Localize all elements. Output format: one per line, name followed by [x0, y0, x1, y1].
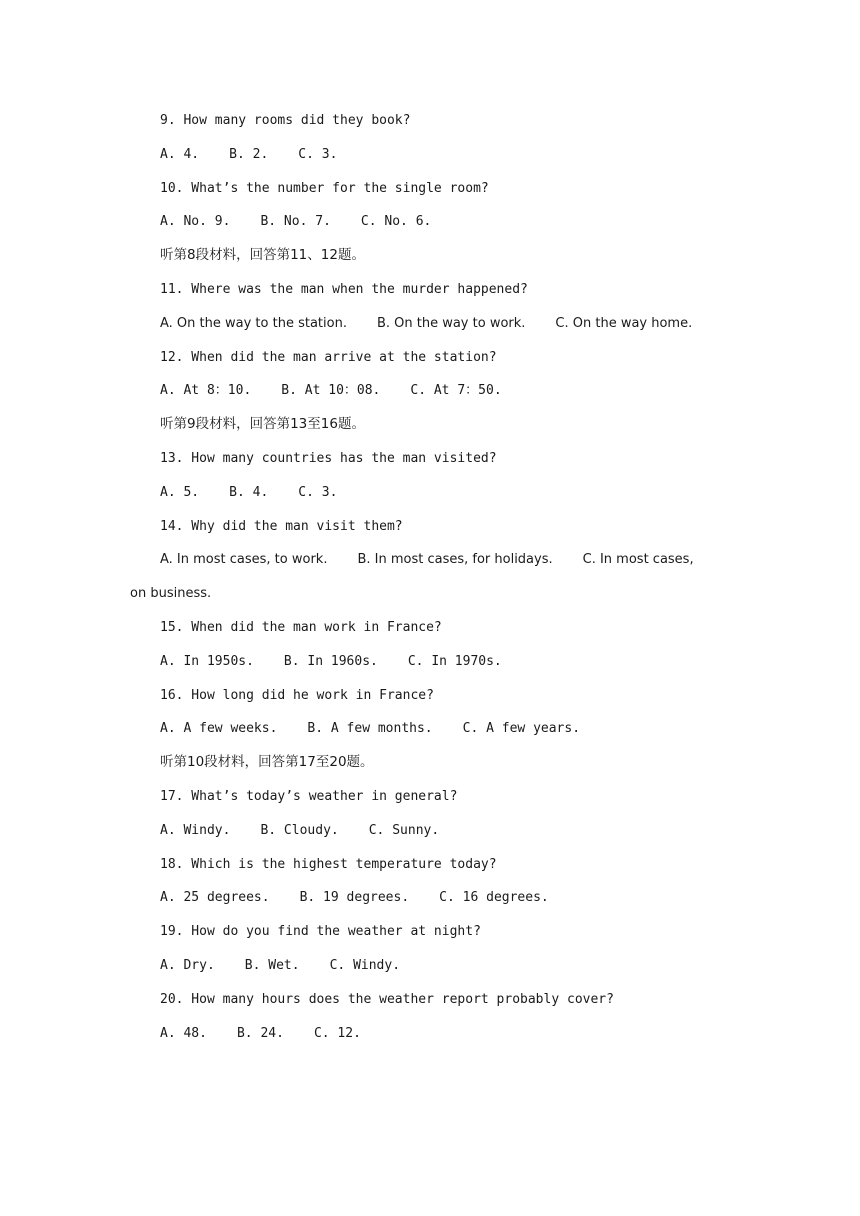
answer-option: B. Wet. [244, 957, 300, 973]
answer-option: B. In most cases, for holidays. [357, 552, 553, 568]
answer-option: A. In most cases, to work. [160, 552, 328, 568]
answer-option: C. No. 6. [360, 214, 432, 230]
answer-option: C. 16 degrees. [439, 890, 549, 906]
question-text: 15. When did the man work in France? [160, 619, 442, 635]
answer-options [130, 307, 730, 341]
answer-option: A. A few weeks. [160, 721, 278, 737]
question-text: 19. How do you find the weather at night? [160, 924, 481, 940]
answer-options [130, 949, 730, 983]
answer-option: A. In 1950s. [160, 653, 254, 669]
answer-option: C. A few years. [462, 721, 581, 737]
answer-option: C. At 7：50. [410, 383, 502, 399]
answer-options [130, 476, 730, 510]
answer-option: B. No. 7. [260, 214, 331, 230]
option-continuation: on business. [130, 586, 212, 602]
section-instruction: 听第10段材料，回答第17至20题。 [160, 754, 374, 771]
question-text: 13. How many countries has the man visited? [160, 450, 497, 466]
answer-option: B. 2. [229, 146, 269, 162]
answer-option: C. 3. [298, 484, 338, 500]
question-text: 17. What’s today’s weather in general? [160, 788, 458, 804]
question-text: 16. How long did he work in France? [160, 687, 434, 703]
answer-options [130, 138, 730, 172]
question-text: 12. When did the man arrive at the station? [160, 349, 497, 365]
answer-option: A. Windy. [160, 822, 231, 838]
answer-option: B. 19 degrees. [299, 890, 410, 906]
answer-options [130, 881, 730, 915]
answer-option: A. At 8：10. [160, 383, 252, 399]
question-text: 18. Which is the highest temperature today? [160, 856, 497, 872]
answer-option: C. Windy. [329, 957, 401, 973]
answer-option: A. On the way to the station. [160, 315, 347, 331]
answer-option: A. No. 9. [160, 214, 231, 230]
answer-option: B. A few months. [307, 721, 433, 737]
answer-option: B. On the way to work. [376, 315, 526, 331]
answer-options [130, 712, 730, 746]
answer-option: C. 3. [298, 146, 338, 162]
question-text: 14. Why did the man visit them? [160, 518, 403, 534]
answer-option: B. 24. [236, 1025, 284, 1041]
answer-option: A. Dry. [160, 957, 215, 973]
question-text: 11. Where was the man when the murder happened? [160, 281, 528, 297]
answer-option: B. In 1960s. [283, 653, 378, 669]
question-text: 10. What’s the number for the single room? [160, 180, 489, 196]
section-instruction: 听第9段材料，回答第13至16题。 [160, 416, 365, 433]
answer-option: C. In 1970s. [407, 653, 502, 669]
answer-options [130, 1017, 730, 1051]
answer-option: A. 4. [160, 146, 200, 162]
section-instruction: 听第8段材料，回答第11、12题。 [160, 247, 365, 264]
answer-options [130, 814, 730, 848]
question-text: 9. How many rooms did they book? [160, 113, 411, 128]
answer-option: A. 48. [160, 1025, 207, 1041]
answer-option: B. At 10：08. [281, 383, 381, 399]
answer-options [130, 374, 730, 408]
answer-option: C. On the way home. [555, 315, 693, 331]
answer-options [130, 543, 730, 577]
answer-options [130, 205, 730, 239]
answer-options [130, 645, 730, 679]
answer-option: C. In most cases, [582, 552, 694, 568]
answer-option: C. Sunny. [368, 822, 440, 838]
question-text: 20. How many hours does the weather report probably cover? [160, 991, 614, 1007]
question-list [130, 104, 730, 1050]
answer-option: B. Cloudy. [260, 822, 339, 838]
answer-option: A. 5. [160, 484, 200, 500]
answer-option: B. 4. [229, 484, 269, 500]
answer-option: A. 25 degrees. [160, 890, 270, 906]
answer-option: C. 12. [313, 1025, 361, 1041]
